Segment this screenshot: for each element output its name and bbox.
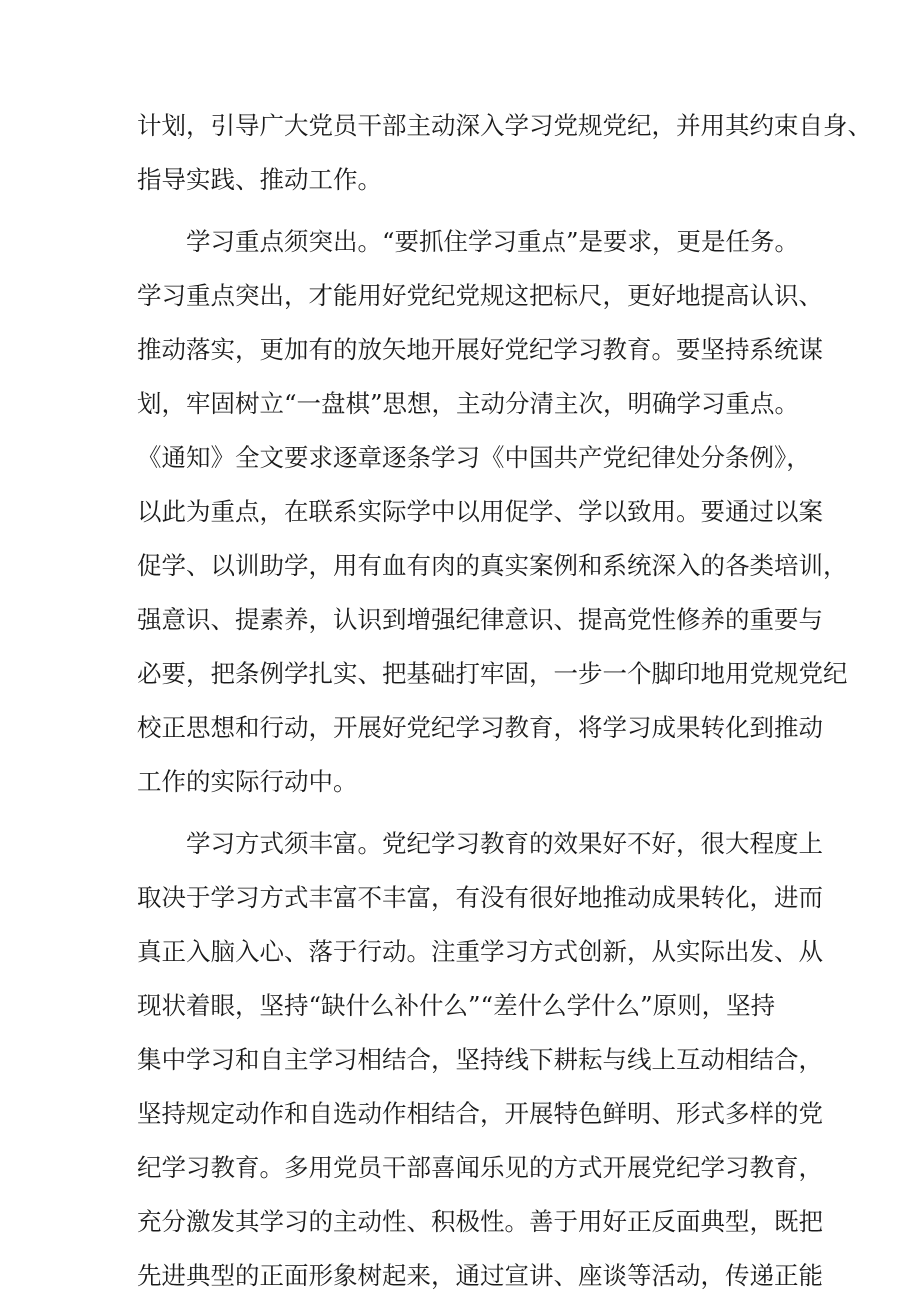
text-line: 以此为重点，在联系实际学中以用促学、学以致用。要通过以案 <box>137 497 823 526</box>
text-line: 学习重点突出，才能用好党纪党规这把标尺，更好地提高认识、 <box>137 281 823 310</box>
text-line: 坚持规定动作和自选动作相结合，开展特色鲜明、形式多样的党 <box>137 1099 823 1128</box>
text-line: 先进典型的正面形象树起来，通过宣讲、座谈等活动，传递正能 <box>137 1261 823 1290</box>
paragraph-start-line: 学习重点须突出。“要抓住学习重点”是要求，更是任务。 <box>186 227 800 256</box>
text-line: 纪学习教育。多用党员干部喜闻乐见的方式开展党纪学习教育， <box>137 1153 823 1182</box>
text-line: 工作的实际行动中。 <box>137 767 358 796</box>
text-line: 集中学习和自主学习相结合，坚持线下耕耘与线上互动相结合， <box>137 1045 823 1074</box>
text-line: 充分激发其学习的主动性、积极性。善于用好正反面典型，既把 <box>137 1207 823 1236</box>
text-line: 取决于学习方式丰富不丰富，有没有很好地推动成果转化，进而 <box>137 883 823 912</box>
text-line: 必要，把条例学扎实、把基础打牢固，一步一个脚印地用党规党纪 <box>137 659 848 688</box>
text-line: 划，牢固树立“一盘棋”思想，主动分清主次，明确学习重点。 <box>137 389 800 418</box>
paragraph-start-line: 学习方式须丰富。党纪学习教育的效果好不好，很大程度上 <box>186 829 823 858</box>
text-line: 校正思想和行动，开展好党纪学习教育，将学习成果转化到推动 <box>137 713 823 742</box>
text-line: 《通知》全文要求逐章逐条学习《中国共产党纪律处分条例》， <box>137 443 811 472</box>
text-line: 现状着眼，坚持“缺什么补什么”“差什么学什么”原则，坚持 <box>137 991 776 1020</box>
text-line: 促学、以训助学，用有血有肉的真实案例和系统深入的各类培训， <box>137 551 848 580</box>
text-line: 计划，引导广大党员干部主动深入学习党规党纪，并用其约束自身、 <box>137 111 872 140</box>
text-line: 指导实践、推动工作。 <box>137 165 382 194</box>
text-line: 强意识、提素养，认识到增强纪律意识、提高党性修养的重要与 <box>137 605 823 634</box>
text-line: 真正入脑入心、落于行动。注重学习方式创新，从实际出发、从 <box>137 937 823 966</box>
text-line: 推动落实，更加有的放矢地开展好党纪学习教育。要坚持系统谋 <box>137 335 823 364</box>
